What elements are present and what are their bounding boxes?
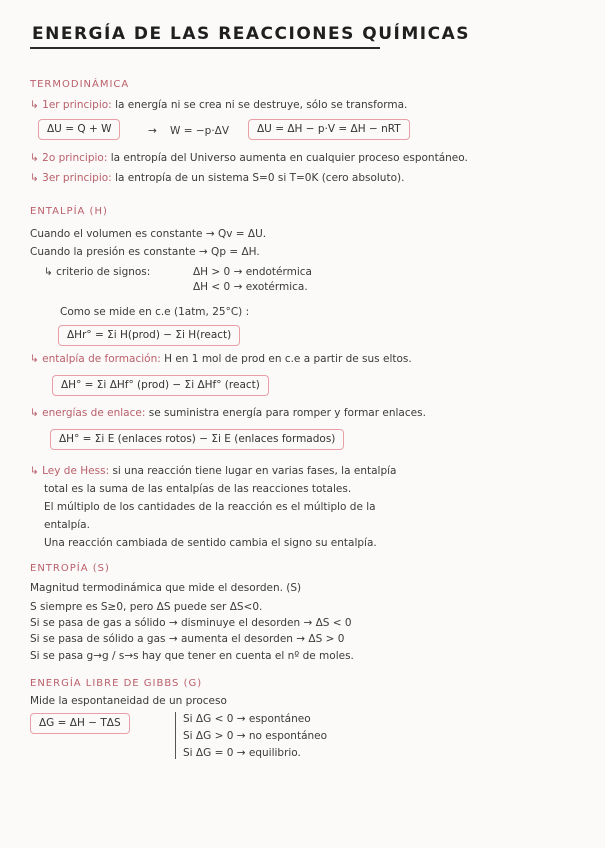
hess-law-line-4: entalpía. — [44, 519, 90, 531]
hess-law — [30, 465, 396, 478]
entropy-solid-to-gas: Si se pasa de sólido a gas → aumenta el desorden → ΔS > 0 — [30, 633, 345, 645]
heading-entropia: ENTROPÍA (S) — [30, 563, 110, 574]
heading-entalpia: ENTALPÍA (H) — [30, 206, 108, 217]
formation-enthalpy-label: ↳ entalpía de formación: — [30, 353, 161, 365]
sign-criterion-label: ↳ criterio de signos: — [44, 266, 151, 278]
first-principle-text: la energía ni se crea ni se destruye, sólo se transforma. — [115, 99, 408, 111]
first-principle — [30, 99, 407, 112]
formula-box-energy-enthalpy: ΔU = ΔH − p·V = ΔH − nRT — [248, 119, 410, 140]
hess-law-text: si una reacción tiene lugar en varias fases, la entalpía — [112, 465, 397, 477]
work-equation: W = −p·ΔV — [170, 125, 230, 137]
third-principle — [30, 172, 404, 185]
arrow: → — [148, 125, 157, 137]
hess-law-line-3: El múltiplo de los cantidades de la reacción es el múltiplo de la — [44, 501, 376, 513]
entropy-gas-to-solid: Si se pasa de gas a sólido → disminuye el desorden → ΔS < 0 — [30, 617, 352, 629]
sign-criterion-exothermic: ΔH < 0 → exotérmica. — [193, 281, 308, 293]
sign-criterion-endothermic: ΔH > 0 → endotérmica — [193, 266, 312, 278]
hess-law-line-2: total es la suma de las entalpías de las reacciones totales. — [44, 483, 352, 495]
entropy-same-phase: Si se pasa g→g / s→s hay que tener en cuenta el nº de moles. — [30, 650, 354, 662]
second-principle-text: la entropía del Universo aumenta en cualquier proceso espontáneo. — [110, 152, 468, 164]
title-underline — [30, 47, 380, 49]
page-title: ENERGÍA DE LAS REACCIONES QUÍMICAS — [32, 24, 470, 44]
heading-gibbs: ENERGÍA LIBRE DE GIBBS (G) — [30, 678, 203, 689]
entropy-definition: Magnitud termodinámica que mide el desorden. (S) — [30, 582, 302, 594]
third-principle-label: ↳ 3er principio: — [30, 172, 112, 184]
formula-box-internal-energy: ΔU = Q + W — [38, 119, 120, 140]
gibbs-equilibrium: Si ΔG = 0 → equilibrio. — [183, 747, 301, 759]
second-principle — [30, 152, 468, 165]
bond-energies-text: se suministra energía para romper y formar enlaces. — [148, 407, 426, 419]
heading-termodinamica: TERMODINÁMICA — [30, 79, 130, 90]
formula-box-reaction-enthalpy: ΔHr° = Σi H(prod) − Σi H(react) — [58, 325, 240, 346]
conditions-brace — [175, 712, 181, 759]
enthalpy-pressure-line: Cuando la presión es constante → Qp = ΔH. — [30, 246, 260, 258]
hess-law-label: ↳ Ley de Hess: — [30, 465, 110, 477]
formation-enthalpy — [30, 353, 412, 366]
formula-box-formation-enthalpy: ΔH° = Σi ΔHf° (prod) − Σi ΔHf° (react) — [52, 375, 269, 396]
third-principle-text: la entropía de un sistema S=0 si T=0K (cero absoluto). — [115, 172, 405, 184]
entropy-sign-line: S siempre es S≥0, pero ΔS puede ser ΔS<0. — [30, 601, 263, 613]
gibbs-spontaneous: Si ΔG < 0 → espontáneo — [183, 713, 311, 725]
enthalpy-volume-line: Cuando el volumen es constante → Qv = ΔU. — [30, 228, 267, 240]
formation-enthalpy-text: H en 1 mol de prod en c.e a partir de sus eltos. — [164, 353, 412, 365]
gibbs-definition: Mide la espontaneidad de un proceso — [30, 695, 227, 707]
formula-box-bond-energies: ΔH° = Σi E (enlaces rotos) − Σi E (enlaces formados) — [50, 429, 344, 450]
gibbs-non-spontaneous: Si ΔG > 0 → no espontáneo — [183, 730, 328, 742]
formula-box-gibbs: ΔG = ΔH − TΔS — [30, 713, 130, 734]
first-principle-label: ↳ 1er principio: — [30, 99, 112, 111]
hess-law-line-5: Una reacción cambiada de sentido cambia el signo su entalpía. — [44, 537, 377, 549]
second-principle-label: ↳ 2o principio: — [30, 152, 108, 164]
standard-conditions-line: Como se mide en c.e (1atm, 25°C) : — [60, 306, 250, 318]
bond-energies-label: ↳ energías de enlace: — [30, 407, 146, 419]
bond-energies — [30, 407, 426, 420]
